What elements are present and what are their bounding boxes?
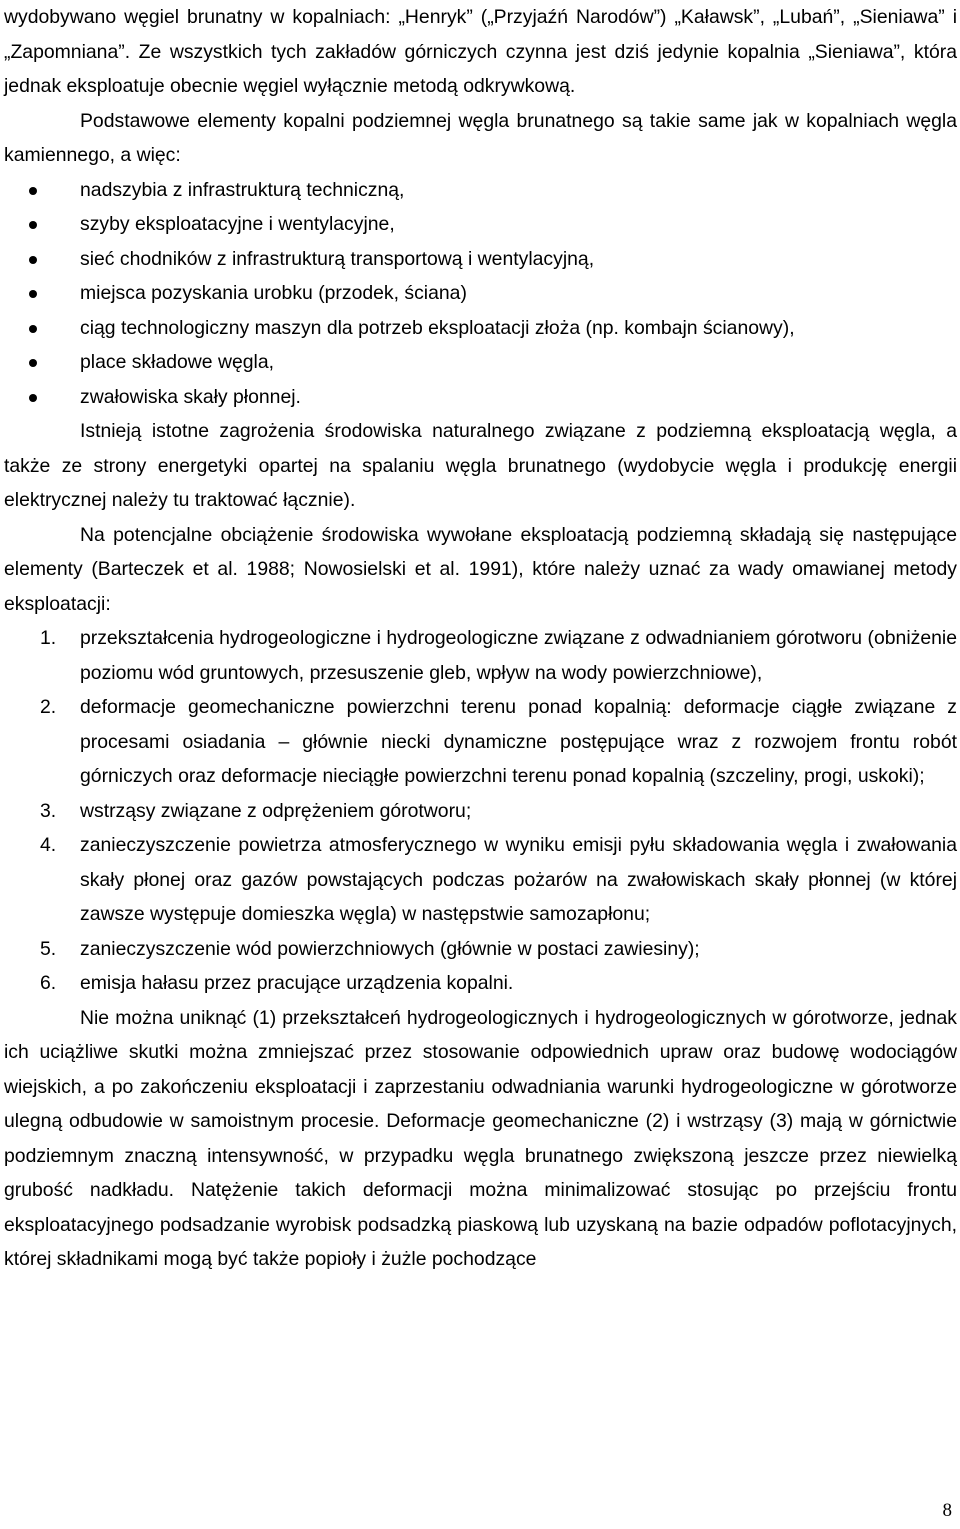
list-item: szyby eksploatacyjne i wentylacyjne,	[4, 207, 957, 242]
list-item: sieć chodników z infrastrukturą transportową i wentylacyjną,	[4, 242, 957, 277]
paragraph-mitigation: Nie można uniknąć (1) przekształceń hydrogeologicznych i hydrogeologicznych w górotworze, jednak ich uciążliwe skutki można zmniejszać przez stosowanie odpowiednich upraw oraz budowę wodociągów wiejskich, a po zakończeniu eksploatacji i zaprzestaniu odwadniania warunki hydrogeologiczne w górotworze ulegną odbudowie w samoistnym procesie. Deformacje geomechaniczne (2) i wstrząsy (3) mają w górnictwie podziemnym znaczną intensywność, w przypadku węgla brunatnego zwiększoną jeszcze przez niewielką grubość nadkładu. Natężenie takich deformacji można minimalizować stosując po przejściu frontu eksploatacyjnego podsadzanie wyrobisk podsadzką piaskową lub uzyskaną na bazie odpadów poflotacyjnych, której składnikami mogą być także popioły i żużle pochodzące	[4, 1006, 957, 1270]
item-text: zanieczyszczenie wód powierzchniowych (głównie w postaci zawiesiny);	[80, 937, 700, 960]
bullet-icon	[29, 187, 37, 195]
item-number: 1.	[40, 627, 57, 649]
bullet-icon	[29, 256, 37, 264]
disadvantages-list	[4, 621, 957, 1001]
paragraph-mine-elements-intro: Podstawowe elementy kopalni podziemnej węgla brunatnego są takie same jak w kopalniach węgla kamiennego, a więc:	[4, 109, 957, 166]
item-number: 5.	[40, 937, 57, 960]
numbered-item	[4, 932, 957, 967]
bullet-icon	[29, 394, 37, 402]
item-number: 2.	[40, 696, 57, 718]
paragraph-mines-list: wydobywano węgiel brunatny w kopalniach: „Henryk” („Przyjaźń Narodów”) „Kaławsk”, „Lubań”, „Sieniawa” i „Zapomniana”. Ze wszystkich tych zakładów górniczych czynna jest dziś jedynie kopalnia „Sieniawa”, która jednak eksploatuje obecnie węgiel wyłącznie metodą odkrywkową.	[4, 6, 957, 97]
page-number: 8	[942, 1500, 952, 1521]
mine-elements-list	[4, 173, 957, 415]
document-page	[4, 0, 957, 1277]
item-number: 3.	[40, 799, 57, 822]
bullet-icon	[29, 290, 37, 298]
bullet-icon	[29, 359, 37, 367]
item-number: 4.	[40, 834, 57, 856]
paragraph-environmental-threats: Istnieją istotne zagrożenia środowiska naturalnego związane z podziemną eksploatacją węgla, a także ze strony energetyki opartej na spalaniu węgla brunatnego (wydobycie węgla i produkcję energii elektrycznej należy tu traktować łącznie).	[4, 420, 957, 511]
bullet-icon	[29, 221, 37, 229]
numbered-item	[4, 690, 957, 794]
paragraph-potential-burden: Na potencjalne obciążenie środowiska wywołane eksploatacją podziemną składają się następujące elementy (Barteczek et al. 1988; Nowosielski et al. 1991), które należy uznać za wady omawianej metody eksploatacji:	[4, 523, 957, 615]
item-text: zanieczyszczenie powietrza atmosferycznego w wyniku emisji pyłu składowania węgla i zwałowania skały płonej oraz gazów powstających podczas pożarów na zwałowiskach skały płonnej (w której zawsze występuje domieszka węgla) w następstwie samozapłonu;	[80, 834, 957, 925]
list-item: miejsca pozyskania urobku (przodek, ściana)	[4, 276, 957, 311]
item-number: 6.	[40, 972, 57, 994]
item-text: emisja hałasu przez pracujące urządzenia kopalni.	[80, 972, 514, 994]
numbered-item	[4, 794, 957, 829]
item-text: przekształcenia hydrogeologiczne i hydrogeologiczne związane z odwadnianiem górotworu (obniżenie poziomu wód gruntowych, przesuszenie gleb, wpływ na wody powierzchniowe),	[80, 627, 957, 684]
item-text: wstrząsy związane z odprężeniem górotworu;	[80, 799, 472, 822]
numbered-item	[4, 966, 957, 1001]
list-item: place składowe węgla,	[4, 345, 957, 380]
numbered-item	[4, 621, 957, 690]
list-item: ciąg technologiczny maszyn dla potrzeb eksploatacji złoża (np. kombajn ścianowy),	[4, 311, 957, 346]
list-item: nadszybia z infrastrukturą techniczną,	[4, 173, 957, 208]
numbered-item	[4, 828, 957, 932]
bullet-icon	[29, 325, 37, 333]
list-item: zwałowiska skały płonnej.	[4, 380, 957, 415]
item-text: deformacje geomechaniczne powierzchni terenu ponad kopalnią: deformacje ciągłe związane z procesami osiadania – głównie niecki dynamiczne postępujące wraz z rozwojem frontu robót górniczych oraz deformacje nieciągłe powierzchni terenu ponad kopalnią (szczeliny, progi, uskoki);	[80, 696, 957, 787]
